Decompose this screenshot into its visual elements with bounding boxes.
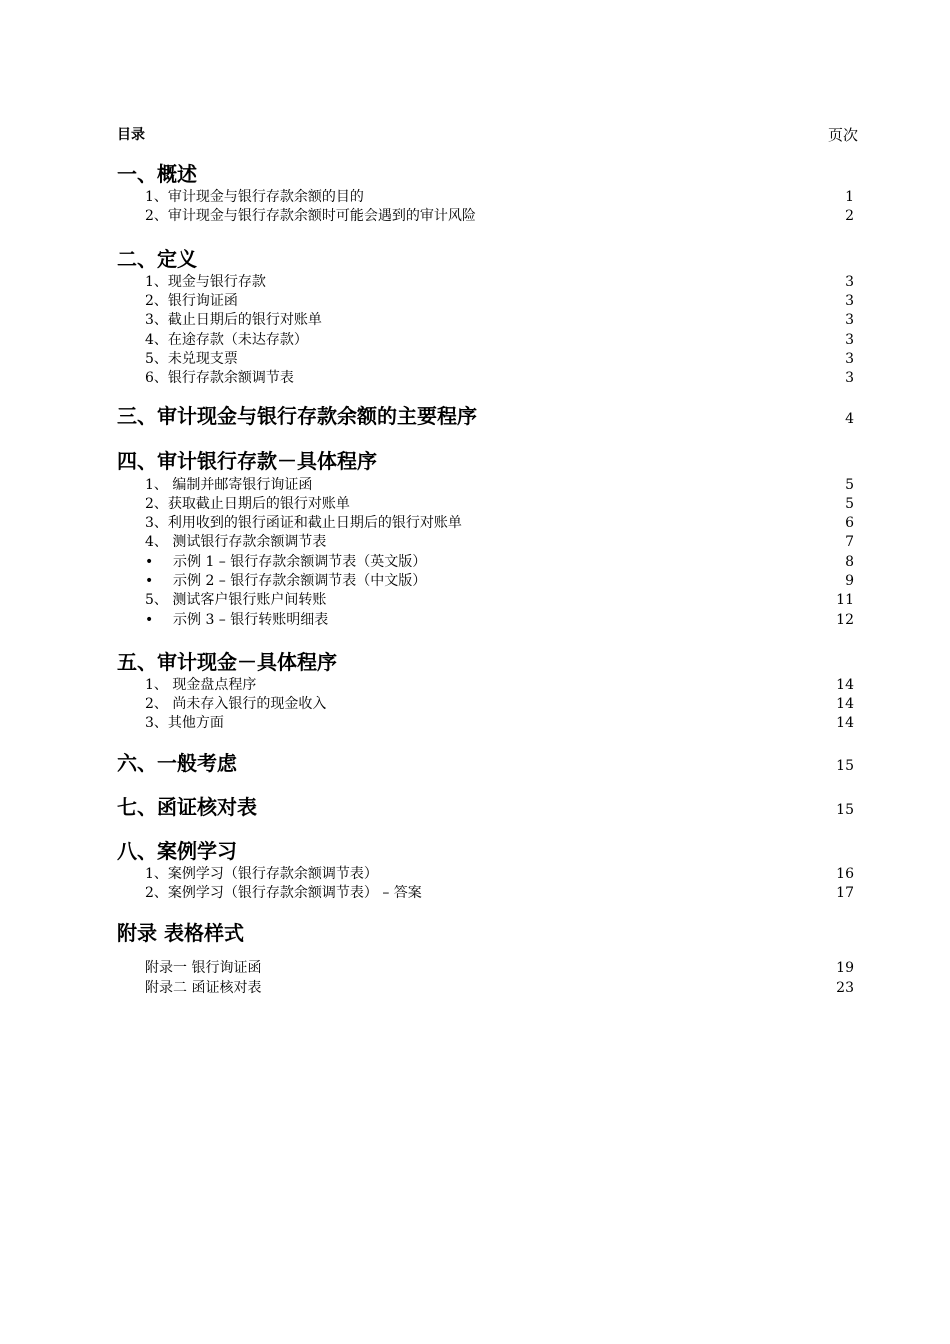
toc-item[interactable] (117, 369, 854, 388)
toc-section (117, 749, 854, 777)
toc-item-label: • 示例 1 – 银行存款余额调节表（英文版） (117, 553, 426, 572)
toc-item-page-number: 5 (845, 476, 854, 493)
toc-item-label: 1、审计现金与银行存款余额的目的 (145, 189, 364, 206)
page-column-label: 页次 (827, 126, 858, 144)
toc-section (117, 245, 854, 389)
toc-item-page-number: 3 (845, 370, 854, 387)
toc-item-label: 5、未兑现支票 (145, 350, 238, 367)
toc-section (117, 919, 854, 998)
toc-item[interactable] (117, 591, 854, 610)
toc-section (117, 793, 854, 821)
toc-item-label: 1、案例学习（银行存款余额调节表） (145, 865, 378, 882)
toc-item-label: 5、 测试客户银行账户间转账 (145, 592, 327, 609)
section-title: 六、一般考虑 (117, 750, 237, 775)
toc-item[interactable] (117, 884, 854, 903)
section-page-number: 4 (845, 411, 854, 428)
toc-section (117, 837, 854, 904)
toc-item-label: 2、 尚未存入银行的现金收入 (145, 696, 327, 713)
toc-item-label: 3、利用收到的银行函证和截止日期后的银行对账单 (145, 515, 462, 532)
toc-title: 目录 (117, 127, 145, 143)
toc-item[interactable] (117, 676, 854, 695)
toc-item[interactable] (117, 330, 854, 349)
toc-item-page-number: 7 (845, 534, 854, 551)
toc-subitem[interactable] (117, 610, 854, 629)
toc-item[interactable] (117, 695, 854, 714)
section-heading[interactable] (117, 245, 854, 273)
section-heading[interactable] (117, 793, 854, 821)
toc-item-page-number: 2 (845, 208, 854, 225)
toc-item[interactable] (117, 979, 854, 998)
table-of-contents (117, 160, 854, 998)
toc-item[interactable] (117, 959, 854, 978)
toc-item-label: 6、银行存款余额调节表 (145, 370, 294, 387)
toc-item-page-number: 12 (836, 611, 854, 628)
toc-item-page-number: 3 (845, 293, 854, 310)
toc-item-label: 附录一 银行询证函 (145, 960, 262, 977)
toc-section (117, 447, 854, 629)
toc-item-page-number: 14 (836, 696, 854, 713)
toc-item-page-number: 19 (836, 960, 854, 977)
section-heading[interactable] (117, 160, 854, 188)
toc-item-page-number: 1 (845, 189, 854, 206)
section-title: 七、函证核对表 (117, 794, 257, 819)
toc-item-label: 2、案例学习（银行存款余额调节表） – 答案 (145, 885, 422, 902)
toc-item[interactable] (117, 207, 854, 226)
toc-item-label: 2、获取截止日期后的银行对账单 (145, 495, 350, 512)
toc-header (117, 124, 858, 144)
toc-item-page-number: 5 (845, 495, 854, 512)
toc-item-page-number: 23 (836, 979, 854, 996)
toc-item-label: 4、在途存款（未达存款） (145, 331, 308, 348)
toc-item[interactable] (117, 865, 854, 884)
toc-item-label: 3、其他方面 (145, 715, 224, 732)
toc-item-label: 附录二 函证核对表 (145, 979, 262, 996)
toc-item[interactable] (117, 273, 854, 292)
toc-item-label: 3、截止日期后的银行对账单 (145, 312, 322, 329)
toc-item-page-number: 9 (845, 573, 854, 589)
toc-item[interactable] (117, 533, 854, 552)
section-title: 二、定义 (117, 246, 197, 271)
toc-item-label: 4、 测试银行存款余额调节表 (145, 534, 327, 551)
section-heading[interactable] (117, 648, 854, 676)
section-heading[interactable] (117, 919, 854, 947)
toc-item[interactable] (117, 350, 854, 369)
section-heading[interactable] (117, 402, 854, 430)
section-heading[interactable] (117, 447, 854, 475)
toc-item-page-number: 3 (845, 331, 854, 348)
toc-item-label: 2、银行询证函 (145, 293, 238, 310)
toc-item-page-number: 6 (845, 515, 854, 532)
toc-item-label: 2、审计现金与银行存款余额时可能会遇到的审计风险 (145, 208, 476, 225)
toc-item-page-number: 11 (836, 592, 854, 609)
toc-item[interactable] (117, 514, 854, 533)
section-title: 八、案例学习 (117, 838, 237, 863)
toc-section (117, 648, 854, 734)
section-title: 五、审计现金－具体程序 (117, 649, 337, 674)
section-title: 四、审计银行存款－具体程序 (117, 449, 377, 474)
toc-item[interactable] (117, 188, 854, 207)
section-page-number: 15 (836, 801, 854, 818)
toc-item-page-number: 8 (845, 553, 854, 570)
toc-item-label: 1、 编制并邮寄银行询证函 (145, 476, 313, 493)
toc-item-page-number: 14 (836, 676, 854, 693)
toc-subitem[interactable] (117, 572, 854, 591)
spacer (117, 947, 854, 959)
toc-item-label: • 示例 2 – 银行存款余额调节表（中文版） (117, 572, 426, 591)
toc-item-label: 1、现金与银行存款 (145, 273, 266, 290)
toc-item[interactable] (117, 292, 854, 311)
toc-item[interactable] (117, 475, 854, 494)
toc-item-page-number: 3 (845, 312, 854, 329)
toc-item[interactable] (117, 495, 854, 514)
section-heading[interactable] (117, 837, 854, 865)
toc-subitem[interactable] (117, 553, 854, 572)
toc-section (117, 160, 854, 227)
section-title: 三、审计现金与银行存款余额的主要程序 (117, 404, 477, 429)
toc-item-page-number: 16 (836, 865, 854, 882)
toc-item-page-number: 14 (836, 715, 854, 732)
toc-item-label: 1、 现金盘点程序 (145, 676, 257, 693)
section-page-number: 15 (836, 757, 854, 774)
section-title: 附录 表格样式 (117, 921, 244, 946)
toc-item-label: • 示例 3 – 银行转账明细表 (117, 611, 328, 630)
toc-item-page-number: 17 (836, 885, 854, 902)
toc-item-page-number: 3 (845, 273, 854, 290)
toc-item[interactable] (117, 311, 854, 330)
section-heading[interactable] (117, 749, 854, 777)
toc-section (117, 402, 854, 430)
toc-item[interactable] (117, 714, 854, 733)
section-title: 一、概述 (117, 162, 197, 186)
toc-item-page-number: 3 (845, 350, 854, 367)
